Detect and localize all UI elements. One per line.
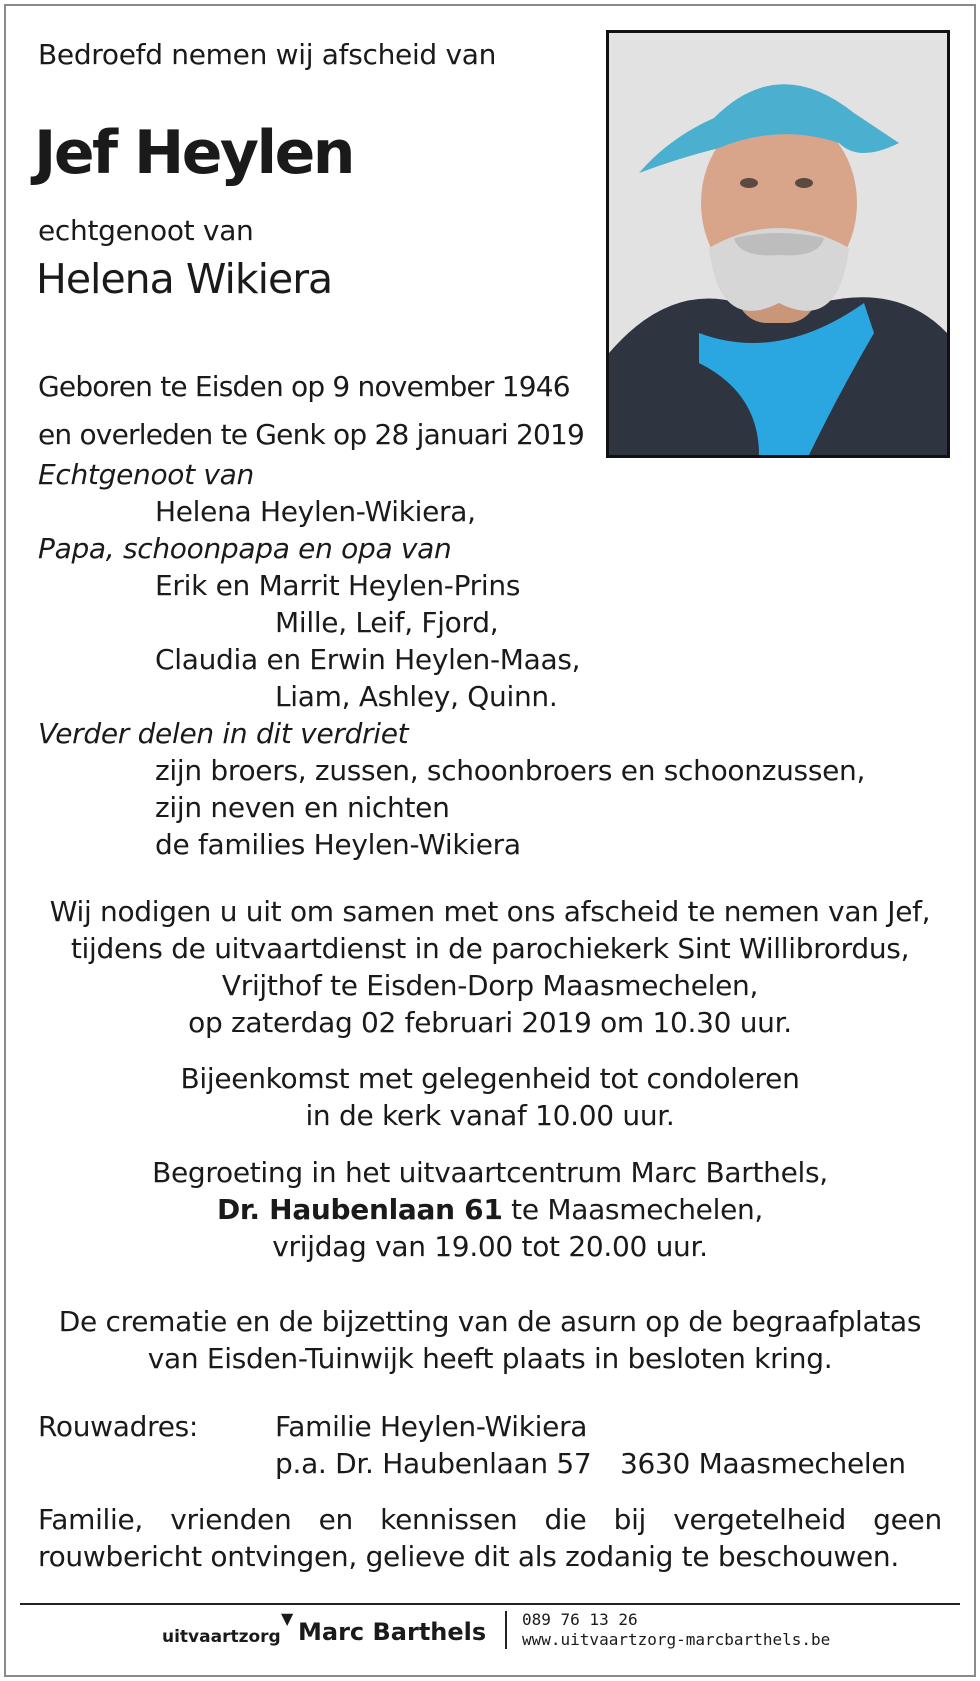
closing-word: geen — [873, 1503, 942, 1536]
mourning-address-street: p.a. Dr. Haubenlaan 57 — [275, 1447, 592, 1480]
closing-word: Familie, — [38, 1503, 144, 1536]
footer-website: www.uitvaartzorg-marcbarthels.be — [522, 1630, 831, 1649]
others-line-1: zijn broers, zussen, schoonbroers en schoonzussen, — [155, 754, 866, 787]
portrait-photo — [606, 30, 950, 458]
closing-word: die — [544, 1503, 587, 1536]
gathering-line-1: Bijeenkomst met gelegenheid tot condoleren — [180, 1062, 800, 1095]
death-line: en overleden te Genk op 28 januari 2019 — [38, 418, 585, 451]
greeting-city: te Maasmechelen, — [502, 1193, 764, 1226]
footer-separator — [505, 1611, 507, 1649]
footer-divider — [20, 1603, 960, 1605]
service-line-4: op zaterdag 02 februari 2019 om 10.30 uur. — [188, 1006, 792, 1039]
children-heading: Papa, schoonpapa en opa van — [38, 532, 452, 565]
footer-brand-small: uitvaartzorg — [162, 1627, 281, 1647]
grandchildren-1: Mille, Leif, Fjord, — [275, 606, 499, 639]
greeting-line-2 — [0, 1193, 980, 1226]
others-line-2: zijn neven en nichten — [155, 791, 450, 824]
footer-brand-name: Marc Barthels — [298, 1618, 487, 1646]
spouse-name: Helena Wikiera — [36, 255, 333, 303]
others-line-3: de families Heylen-Wikiera — [155, 828, 521, 861]
cremation-line-2: van Eisden-Tuinwijk heeft plaats in besloten kring. — [147, 1342, 833, 1375]
deceased-name: Jef Heylen — [34, 118, 354, 188]
closing-word: bij — [613, 1503, 647, 1536]
service-line-1: Wij nodigen u uit om samen met ons afscheid te nemen van Jef, — [49, 895, 931, 928]
closing-word: vrienden — [170, 1503, 292, 1536]
service-line-3: Vrijthof te Eisden-Dorp Maasmechelen, — [221, 969, 759, 1002]
closing-word: vergetelheid — [673, 1503, 846, 1536]
mourning-address-family: Familie Heylen-Wikiera — [275, 1410, 588, 1443]
gathering-line-2: in de kerk vanaf 10.00 uur. — [305, 1099, 675, 1132]
others-heading: Verder delen in dit verdriet — [38, 717, 409, 750]
grandchildren-2: Liam, Ashley, Quinn. — [275, 680, 558, 713]
mourning-address-city: 3630 Maasmechelen — [620, 1447, 906, 1480]
child-1: Erik en Marrit Heylen-Prins — [155, 569, 521, 602]
birth-line: Geboren te Eisden op 9 november 1946 — [38, 370, 570, 403]
cremation-line-1: De crematie en de bijzetting van de asurn op de begraafplatas — [58, 1305, 922, 1338]
funeral-home-address: Dr. Haubenlaan 61 — [216, 1193, 503, 1226]
spouse-heading: Echtgenoot van — [38, 458, 254, 491]
intro-text: Bedroefd nemen wij afscheid van — [38, 38, 497, 71]
child-2: Claudia en Erwin Heylen-Maas, — [155, 643, 581, 676]
spouse-label: echtgenoot van — [38, 214, 254, 247]
brand-triangle-icon: ▼ — [281, 1609, 294, 1628]
greeting-line-1: Begroeting in het uitvaartcentrum Marc Barthels, — [152, 1156, 828, 1189]
closing-word: kennissen — [380, 1503, 518, 1536]
closing-line-1 — [38, 1503, 942, 1536]
closing-line-2: rouwbericht ontvingen, gelieve dit als zodanig te beschouwen. — [38, 1540, 899, 1573]
portrait-illustration — [609, 33, 947, 455]
greeting-line-3: vrijdag van 19.00 tot 20.00 uur. — [272, 1230, 708, 1263]
spouse-full-name: Helena Heylen-Wikiera, — [155, 495, 476, 528]
mourning-address-label: Rouwadres: — [38, 1410, 199, 1443]
footer-phone: 089 76 13 26 — [522, 1610, 638, 1629]
service-line-2: tijdens de uitvaartdienst in de parochiekerk Sint Willibrordus, — [70, 932, 910, 965]
closing-word: en — [318, 1503, 353, 1536]
